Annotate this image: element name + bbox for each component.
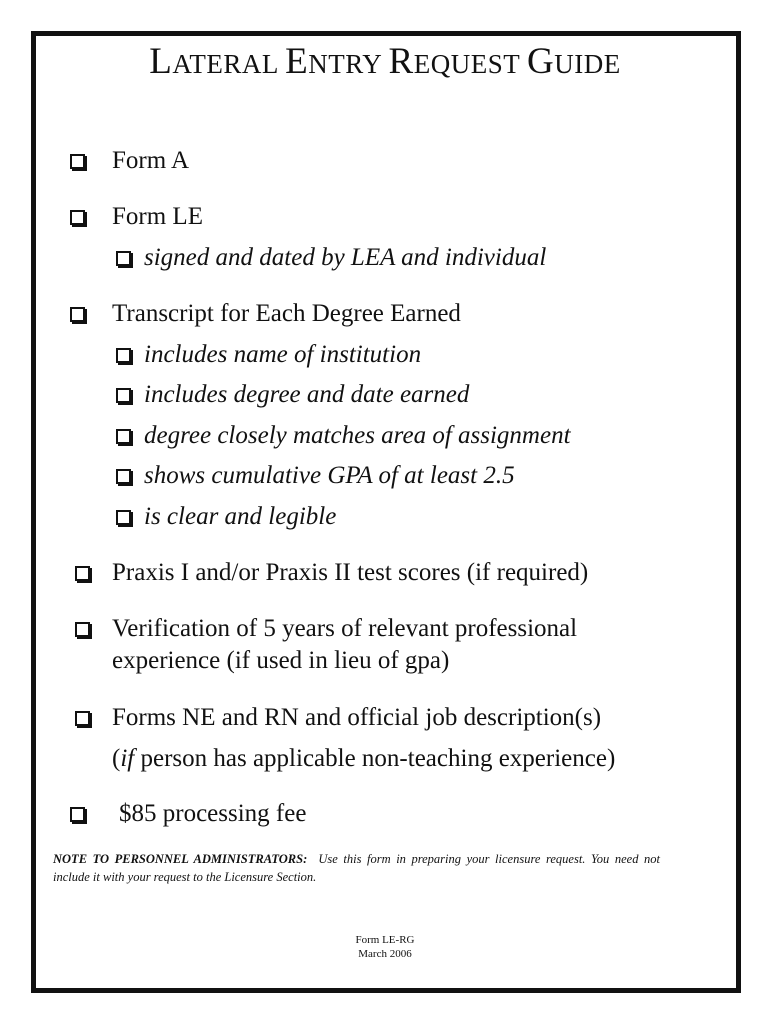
item-transcript-label: Transcript for Each Degree Earned [112, 300, 461, 327]
title-word-lateral: LATERAL [149, 41, 278, 82]
item-form-le-label: Form LE [112, 203, 203, 230]
title-word-request: REQUEST [388, 41, 520, 82]
checkbox-forms-ne-rn[interactable] [75, 711, 90, 726]
item-forms-ne-rn-line2: (if person has applicable non-teaching experience) [112, 745, 616, 772]
footer-form-id: Form LE-RG [355, 934, 415, 946]
footer-date: March 2006 [358, 948, 412, 960]
subitem-transcript-legible-label: is clear and legible [144, 503, 337, 530]
administrator-note [53, 850, 660, 886]
item-forms-ne-rn-line1: Forms NE and RN and official job description(s) [112, 704, 602, 731]
title-word-entry: ENTRY [285, 41, 382, 82]
checkbox-transcript-legible[interactable] [116, 510, 131, 525]
checkbox-transcript-institution[interactable] [116, 348, 131, 363]
checkbox-transcript-degree-date[interactable] [116, 388, 131, 403]
checkbox-verification[interactable] [75, 622, 90, 637]
subitem-transcript-institution-label: includes name of institution [144, 341, 422, 368]
item-verification-line2: experience (if used in lieu of gpa) [112, 647, 450, 674]
checkbox-processing-fee[interactable] [70, 807, 85, 822]
subitem-transcript-gpa-label: shows cumulative GPA of at least 2.5 [144, 462, 515, 489]
checkbox-transcript-matches[interactable] [116, 429, 131, 444]
item-form-a-label: Form A [112, 147, 190, 174]
subitem-transcript-matches-label: degree closely matches area of assignment [144, 422, 571, 449]
subitem-transcript-degree-date-label: includes degree and date earned [144, 381, 470, 408]
title-word-guide: GUIDE [526, 41, 621, 82]
checkbox-praxis[interactable] [75, 566, 90, 581]
checkbox-transcript-gpa[interactable] [116, 469, 131, 484]
item-verification-line1: Verification of 5 years of relevant professional [112, 615, 578, 642]
note-text: Use this form in preparing your licensure request. You need not include it with your request to the Licensure Section. [53, 852, 661, 884]
item-processing-fee-label: $85 processing fee [119, 800, 307, 827]
checkbox-form-le[interactable] [70, 210, 85, 225]
checkbox-form-a[interactable] [70, 154, 85, 169]
note-label: NOTE TO PERSONNEL ADMINISTRATORS: [53, 852, 308, 866]
item-praxis-label: Praxis I and/or Praxis II test scores (if required) [112, 559, 589, 586]
page-title [0, 40, 770, 83]
checkbox-transcript[interactable] [70, 307, 85, 322]
subitem-form-le-signed-label: signed and dated by LEA and individual [144, 244, 547, 271]
checkbox-form-le-signed[interactable] [116, 251, 131, 266]
